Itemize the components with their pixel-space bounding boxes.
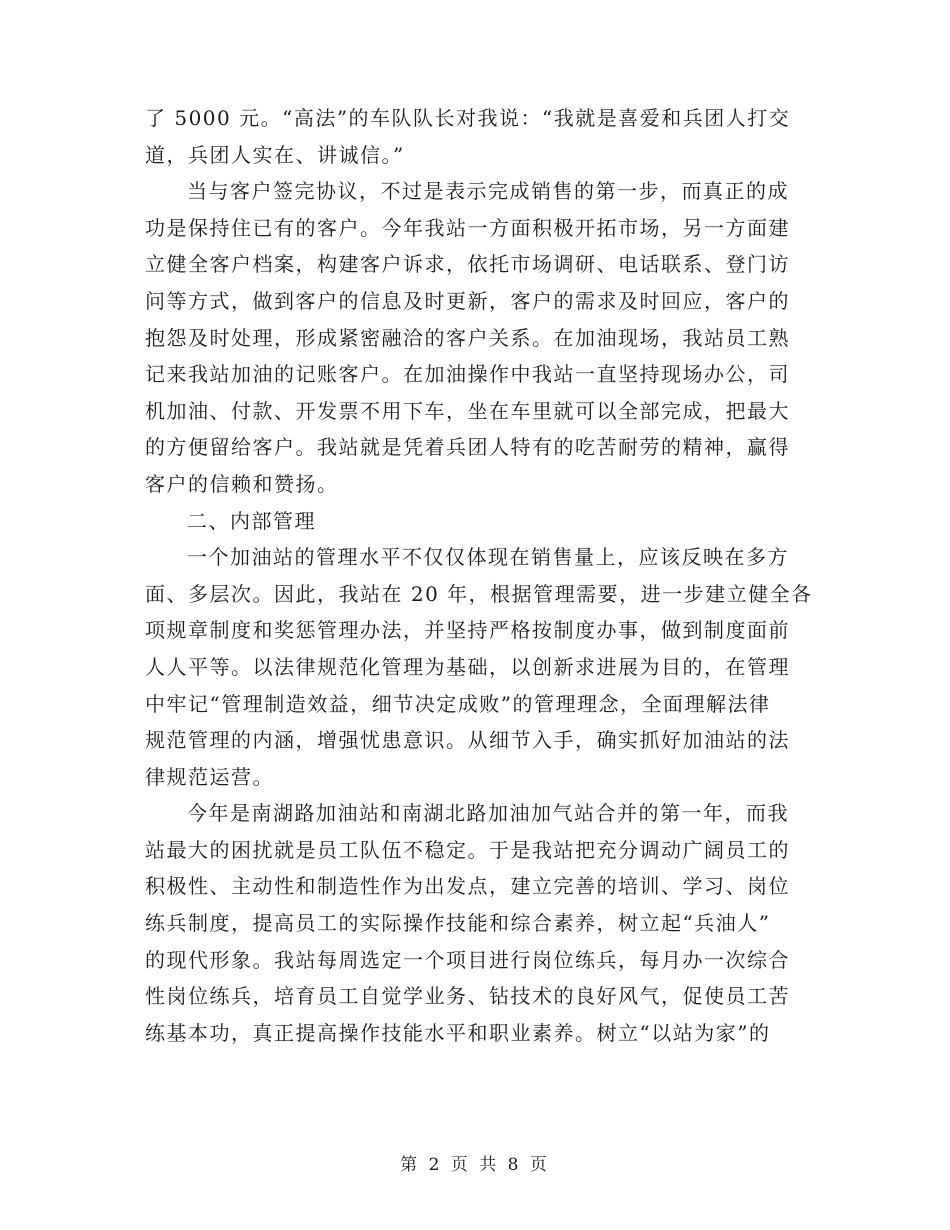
- text-line: 功是保持住已有的客户。今年我站一方面积极开拓市场，另一方面建: [145, 215, 790, 240]
- text-line: 律规范运营。: [145, 764, 274, 789]
- text-line: 中牢记“管理制造效益，细节决定成败”的管理理念，全面理解法律: [145, 691, 771, 716]
- text-line: 的方便留给客户。我站就是凭着兵团人特有的吃苦耐劳的精神，赢得: [145, 435, 790, 460]
- text-line: 了 5000 元。“高法”的车队队长对我说：“我就是喜爱和兵团人打交: [145, 106, 791, 130]
- text-line: 人人平等。以法律规范化管理为基础，以创新求进展为目的，在管理: [145, 654, 790, 679]
- text-line: 立健全客户档案，构建客户诉求，依托市场调研、电话联系、登门访: [145, 252, 790, 277]
- text-line: 练基本功，真正提高操作技能水平和职业素养。树立“以站为家”的: [145, 1020, 771, 1045]
- paragraph-start-line: 当与客户签完协议，不过是表示完成销售的第一步，而真正的成: [187, 179, 789, 204]
- text-line: 积极性、主动性和制造性作为出发点，建立完善的培训、学习、岗位: [145, 874, 790, 899]
- text-line: 机加油、付款、开发票不用下车，坐在车里就可以全部完成，把最大: [145, 398, 790, 423]
- text-line: 站最大的困扰就是员工队伍不稳定。于是我站把充分调动广阔员工的: [145, 837, 790, 862]
- text-line: 练兵制度，提高员工的实际操作技能和综合素养，树立起“兵油人”: [145, 911, 771, 936]
- text-line: 问等方式，做到客户的信息及时更新，客户的需求及时回应，客户的: [145, 288, 790, 313]
- paragraph-start-line: 今年是南湖路加油站和南湖北路加油加气站合并的第一年，而我: [187, 801, 789, 826]
- text-line: 的现代形象。我站每周选定一个项目进行岗位练兵，每月办一次综合: [145, 947, 790, 972]
- text-line: 面、多层次。因此，我站在 20 年，根据管理需要，进一步建立健全各: [145, 581, 813, 606]
- text-line: 客户的信赖和赞扬。: [145, 471, 339, 496]
- text-line: 规范管理的内涵，增强忧患意识。从细节入手，确实抓好加油站的法: [145, 728, 790, 753]
- body-text: [145, 100, 815, 1051]
- text-line: 记来我站加油的记账客户。在加油操作中我站一直坚持现场办公，司: [145, 362, 790, 387]
- page-footer: 第 2 页 共 8 页: [400, 1155, 550, 1175]
- text-line: 项规章制度和奖惩管理办法，并坚持严格按制度办事，做到制度面前: [145, 618, 790, 643]
- section-heading: 二、内部管理: [187, 508, 316, 533]
- text-line: 道，兵团人实在、讲诚信。”: [145, 142, 405, 167]
- paragraph-start-line: 一个加油站的管理水平不仅仅体现在销售量上，应该反映在多方: [187, 545, 789, 570]
- text-line: 抱怨及时处理，形成紧密融洽的客户关系。在加油现场，我站员工熟: [145, 325, 790, 350]
- text-line: 性岗位练兵，培育员工自觉学业务、钻技术的良好风气，促使员工苦: [145, 984, 790, 1009]
